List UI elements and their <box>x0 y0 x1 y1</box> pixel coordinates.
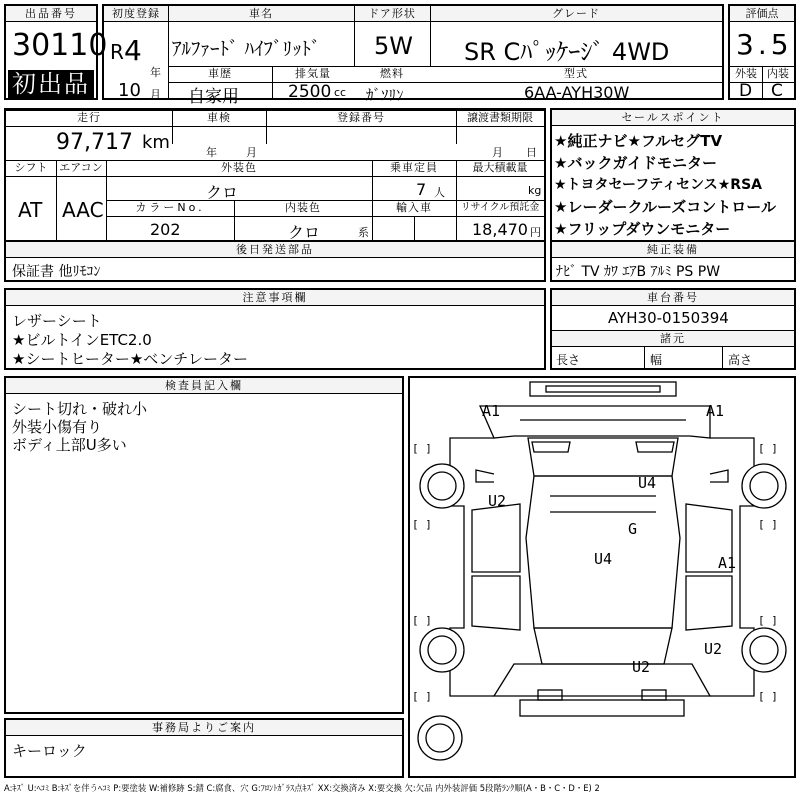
mileage-label: 走行 <box>77 111 101 124</box>
displacement: 2500 <box>288 82 332 102</box>
mark-u2-left: U2 <box>488 492 507 510</box>
bracket-5: [ ] <box>412 614 432 627</box>
interior-label: 内装 <box>767 67 789 80</box>
color-no-label: カラーNo. <box>135 201 205 214</box>
transfer-label: 譲渡書類期限 <box>467 111 533 124</box>
legend: A:ｷｽﾞ U:ﾍｺﾐ B:ｷｽﾞを伴うﾍｺﾐ P:要塗装 W:補修跡 S:錆 C:腐食、穴 G:ﾌﾛﾝﾄｶﾞﾗｽ点ｷｽﾞ XX:交換済み X:要交換 欠:欠品 内外装評価 5段階ﾗﾝｸ順(A・B・C・D・E) 2 <box>4 783 600 793</box>
int-color: クロ <box>288 223 321 242</box>
sales-points-box <box>550 108 796 242</box>
bracket-1: [ ] <box>412 442 432 455</box>
recycle-unit: 円 <box>530 226 541 239</box>
office-title: 事務局よりご案内 <box>6 720 402 736</box>
mileage: 97,717 <box>56 130 133 155</box>
bracket-8: [ ] <box>758 690 778 703</box>
exterior-grade: D <box>739 81 753 101</box>
grade-label: グレード <box>552 7 600 20</box>
width-label: 幅 <box>650 353 663 367</box>
tailgate <box>494 664 710 696</box>
color-no: 202 <box>150 220 181 239</box>
mark-a1-right-door: A1 <box>718 554 737 572</box>
hood <box>480 406 710 438</box>
recycle-label: リサイクル預託金 <box>460 202 540 213</box>
sales-point-1: ★純正ナビ★フルセグTV <box>554 132 723 150</box>
office-value: キーロック <box>12 742 87 760</box>
mark-u2-rear: U2 <box>632 658 651 676</box>
dimensions-title: 諸元 <box>552 331 794 347</box>
int-color-label: 内装色 <box>285 201 321 214</box>
score-label: 評価点 <box>730 6 794 22</box>
shift: AT <box>18 198 43 222</box>
lot-number: 30110 <box>12 28 108 63</box>
car-outline <box>410 378 794 776</box>
mark-a1-front-left: A1 <box>482 402 501 420</box>
first-listing-badge: 初出品 <box>8 70 94 98</box>
plate-label: 登録番号 <box>337 111 385 124</box>
left-mirror <box>476 470 494 482</box>
inspector-line-2: 外装小傷有り <box>12 418 103 436</box>
mark-g-windshield: G <box>628 520 638 538</box>
spare-wheel <box>418 716 462 760</box>
equipment-title: 純正装備 <box>552 242 794 258</box>
chassis-title: 車台番号 <box>552 290 794 306</box>
mark-u4-roof: U4 <box>638 474 657 492</box>
lot-number-label: 出品番号 <box>6 6 96 22</box>
door-label: ドア形状 <box>368 7 416 20</box>
wheel-rear-left <box>420 628 464 672</box>
interior-grade: C <box>771 81 783 101</box>
lot-number-box <box>4 4 108 100</box>
right-rear-door <box>686 576 732 630</box>
rear-bumper <box>520 700 684 716</box>
inspector-line-1: シート切れ・破れ小 <box>12 400 148 418</box>
inspection-month-unit: 月 <box>246 146 257 159</box>
fuel: ｶﾞｿﾘﾝ <box>366 86 404 104</box>
sales-points-title: セールスポイント <box>552 110 794 126</box>
left-front-door <box>472 504 520 572</box>
sales-point-3: ★トヨタセーフティセンス★RSA <box>554 177 762 193</box>
sales-point-2: ★バックガイドモニター <box>554 154 717 172</box>
mark-u2-rear-right: U2 <box>704 640 723 658</box>
inspection-label: 車検 <box>207 111 231 124</box>
front-bumper <box>530 382 676 396</box>
inspector-title: 検査員記入欄 <box>6 378 402 394</box>
model-label: 型式 <box>564 67 588 80</box>
car-name: ｱﾙﾌｧｰﾄﾞ ﾊｲﾌﾞﾘｯﾄﾞ <box>172 38 321 60</box>
month: 10 <box>118 80 141 101</box>
aircon-label: エアコン <box>59 161 103 174</box>
reg-era: R <box>110 40 124 64</box>
ext-color: クロ <box>206 183 239 202</box>
rear-window <box>534 628 672 664</box>
wheel-front-left <box>420 464 464 508</box>
equipment-box <box>550 242 796 282</box>
inspector-line-3: ボディ上部U多い <box>12 436 127 454</box>
month-unit: 月 <box>150 88 161 101</box>
notes-line-2: ★ビルトインETC2.0 <box>12 331 152 349</box>
history: 自家用 <box>188 87 239 107</box>
chassis-value: AYH30-0150394 <box>608 309 729 327</box>
wheel-front-right <box>742 464 786 508</box>
reg-year-unit: 年 <box>150 66 161 79</box>
notes-line-3: ★シートヒーター★ベンチレーター <box>12 350 248 368</box>
ext-color-label: 外装色 <box>221 161 257 174</box>
front-bumper-inner <box>546 386 660 392</box>
equipment-value: ﾅﾋﾞ TV ｶﾜ ｴｱB ｱﾙﾐ PS PW <box>556 264 721 280</box>
deferred-box <box>4 242 546 282</box>
car-name-label: 車名 <box>249 7 273 20</box>
reg-year: 4 <box>124 34 142 67</box>
damage-diagram <box>408 376 796 778</box>
mark-a1-front-right: A1 <box>706 402 725 420</box>
capacity: 7 <box>416 180 427 199</box>
bracket-6: [ ] <box>758 614 778 627</box>
notes-title: 注意事項欄 <box>6 290 544 306</box>
recycle: 18,470 <box>472 220 528 239</box>
height-label: 高さ <box>728 353 753 367</box>
history-label: 車歴 <box>208 67 232 80</box>
notes-line-1: レザーシート <box>12 312 102 330</box>
windshield <box>528 438 678 476</box>
int-color-unit: 系 <box>358 226 369 239</box>
capacity-label: 乗車定員 <box>390 161 438 174</box>
bracket-7: [ ] <box>412 690 432 703</box>
displacement-unit: cc <box>334 86 347 99</box>
max-load-unit: kg <box>528 184 542 197</box>
bracket-4: [ ] <box>758 518 778 531</box>
exterior-label: 外装 <box>735 67 757 80</box>
bracket-3: [ ] <box>412 518 432 531</box>
transfer-day-unit: 日 <box>526 146 537 159</box>
office-box <box>4 718 404 778</box>
wheel-rear-right <box>742 628 786 672</box>
inspection-year-unit: 年 <box>206 146 217 159</box>
sales-point-5: ★フリップダウンモニター <box>554 220 731 238</box>
model: 6AA-AYH30W <box>524 83 630 102</box>
header-box <box>102 4 724 107</box>
displacement-label: 排気量 <box>295 67 331 80</box>
max-load-label: 最大積載量 <box>472 161 528 174</box>
sales-point-4: ★レーダークルーズコントロール <box>554 198 776 216</box>
chassis-box <box>550 288 796 370</box>
aircon: AAC <box>62 198 104 222</box>
inspector-box <box>4 376 404 714</box>
mileage-unit: km <box>142 132 170 153</box>
grade: SR Cﾊﾟｯｹｰｼﾞ 4WD <box>464 38 670 66</box>
specs-box <box>4 108 546 242</box>
deferred-title: 後日発送部品 <box>6 242 544 258</box>
fuel-label: 燃料 <box>380 67 404 80</box>
length-label: 長さ <box>556 353 581 367</box>
reg-label: 初度登録 <box>112 7 160 20</box>
score-box <box>728 4 796 100</box>
import-label: 輸入車 <box>396 201 432 214</box>
right-mirror <box>710 470 728 482</box>
transfer-month-unit: 月 <box>492 146 503 159</box>
notes-box <box>4 288 546 370</box>
score: 3.5 <box>736 28 793 61</box>
deferred-value: 保証書 他ﾘﾓｺﾝ <box>12 264 101 280</box>
door-type: 5W <box>374 32 413 60</box>
capacity-unit: 人 <box>434 186 445 199</box>
left-rear-door <box>472 576 520 630</box>
bracket-2: [ ] <box>758 442 778 455</box>
shift-label: シフト <box>14 161 48 174</box>
mark-u4-center: U4 <box>594 550 613 568</box>
